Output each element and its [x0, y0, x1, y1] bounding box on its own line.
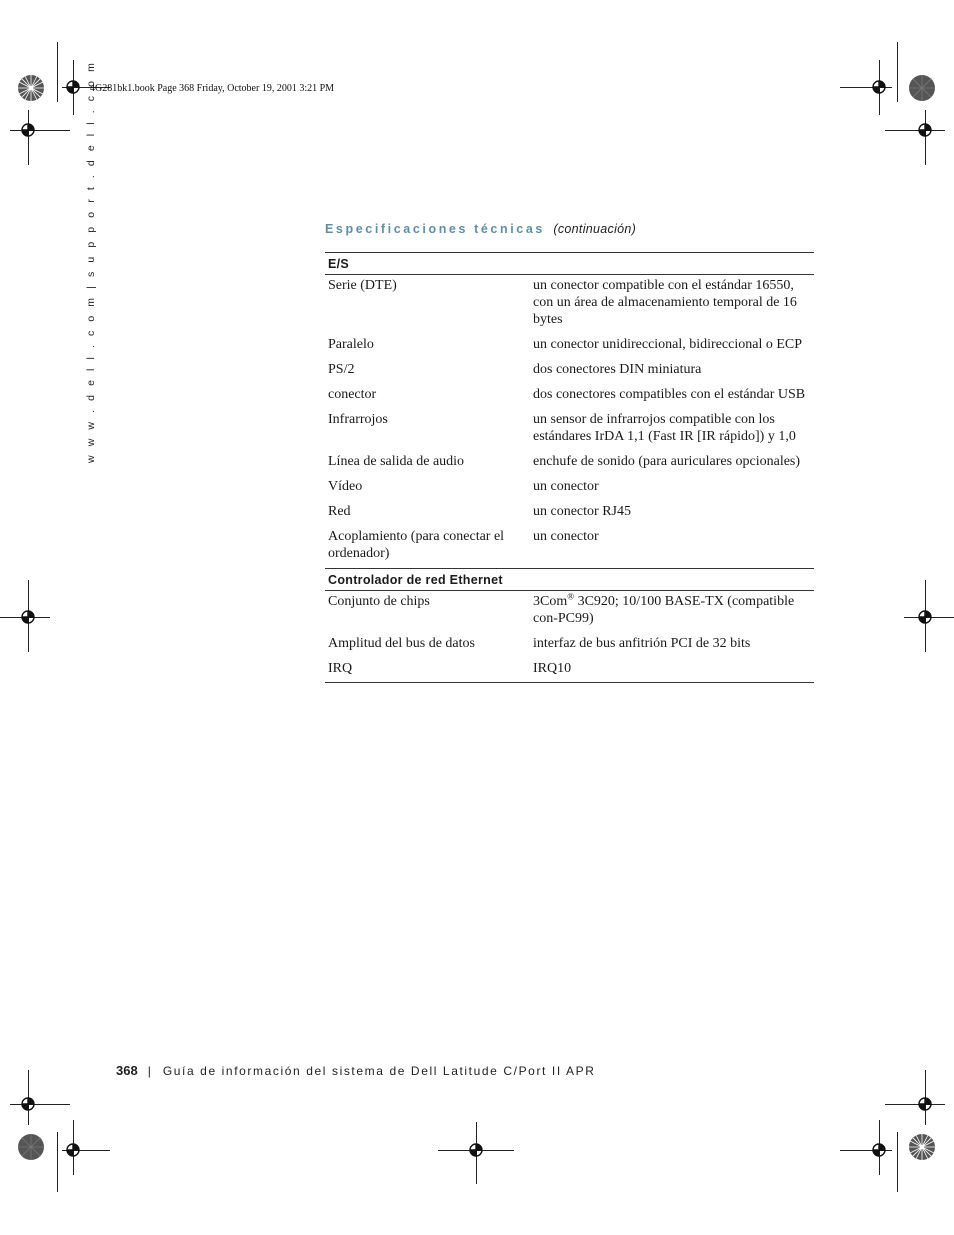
table-row — [325, 386, 814, 411]
row-label: Vídeo — [328, 479, 363, 494]
crop-mark — [57, 42, 58, 102]
registered-mark: ® — [567, 591, 575, 602]
brand-name: 3Com — [533, 594, 568, 609]
row-label: conector — [328, 387, 377, 402]
registration-target-icon — [64, 78, 82, 96]
row-value: dos conectores compatibles con el estándar USB — [533, 387, 806, 402]
starburst-target-icon — [908, 74, 936, 102]
row-label: Infrarrojos — [328, 412, 388, 427]
spec-table — [325, 252, 814, 683]
row-label: Paralelo — [328, 337, 374, 352]
row-label: PS/2 — [328, 362, 355, 377]
table-row — [325, 411, 814, 453]
row-label: Serie (DTE) — [328, 278, 397, 293]
row-label: Conjunto de chips — [328, 594, 430, 609]
starburst-target-icon — [908, 1133, 936, 1161]
group-rows — [325, 591, 814, 682]
registration-target-icon — [19, 1095, 37, 1113]
row-value: dos conectores DIN miniatura — [533, 362, 702, 377]
table-row — [325, 336, 814, 361]
registration-target-icon — [916, 121, 934, 139]
page-number: 368 — [116, 1063, 138, 1078]
registration-target-icon — [19, 608, 37, 626]
row-value: un conector unidireccional, bidireccional o ECP — [533, 337, 803, 352]
group-heading: E/S — [325, 252, 814, 275]
section-header — [325, 220, 636, 238]
row-value: IRQ10 — [533, 661, 572, 676]
table-bottom-rule — [325, 682, 814, 683]
starburst-target-icon — [17, 74, 45, 102]
table-row — [325, 503, 814, 528]
row-value: interfaz de bus anfitrión PCI de 32 bits — [533, 636, 751, 651]
row-value: un conector compatible con el estándar 16550, con un área de almacenamiento temporal de 16 bytes — [533, 278, 797, 327]
footer-title: Guía de información del sistema de Dell Latitude C/Port II APR — [162, 1064, 596, 1078]
row-value: enchufe de sonido (para auriculares opcionales) — [533, 454, 801, 469]
registration-target-icon — [916, 1095, 934, 1113]
table-row — [325, 453, 814, 478]
row-label: Acoplamiento (para conectar el ordenador) — [328, 529, 505, 561]
table-row — [325, 528, 814, 568]
registration-target-icon — [19, 121, 37, 139]
group-rows — [325, 275, 814, 568]
page-footer — [116, 1062, 596, 1080]
group-heading: Controlador de red Ethernet — [325, 568, 814, 591]
row-value: un conector — [533, 529, 599, 544]
table-row — [325, 660, 814, 682]
row-value: un conector — [533, 479, 599, 494]
table-row — [325, 592, 814, 635]
row-label: IRQ — [328, 661, 353, 676]
book-slug-header: 4G281bk1.book Page 368 Friday, October 19, 2001 3:21 PM — [90, 83, 335, 94]
row-label: Red — [328, 504, 351, 519]
section-continuation: (continuación) — [553, 222, 637, 236]
crop-mark — [885, 1104, 945, 1105]
registration-target-icon — [870, 1141, 888, 1159]
row-value-text: 3C920; 10/100 BASE-TX (compatible con-PC99) — [533, 594, 795, 626]
registration-target-icon — [64, 1141, 82, 1159]
table-row — [325, 478, 814, 503]
crop-mark — [897, 1132, 898, 1192]
crop-mark — [57, 1132, 58, 1192]
crop-mark — [897, 42, 898, 102]
table-row — [325, 276, 814, 336]
row-label: Línea de salida de audio — [328, 454, 465, 469]
registration-target-icon — [916, 608, 934, 626]
row-label: Amplitud del bus de datos — [328, 636, 475, 651]
registration-target-icon — [467, 1141, 485, 1159]
side-url: w w w . d e l l . c o m | s u p p o r t . d e l l . c o m — [85, 60, 97, 463]
table-row — [325, 361, 814, 386]
row-value — [530, 593, 814, 627]
section-title: Especificaciones técnicas — [325, 222, 545, 236]
registration-target-icon — [870, 78, 888, 96]
starburst-target-icon — [17, 1133, 45, 1161]
footer-separator: | — [147, 1064, 151, 1078]
crop-mark — [885, 130, 945, 131]
row-value: un sensor de infrarrojos compatible con los estándares IrDA 1,1 (Fast IR [IR rápido]) y 1,0 — [533, 412, 796, 444]
row-value: un conector RJ45 — [533, 504, 631, 519]
table-row — [325, 635, 814, 660]
